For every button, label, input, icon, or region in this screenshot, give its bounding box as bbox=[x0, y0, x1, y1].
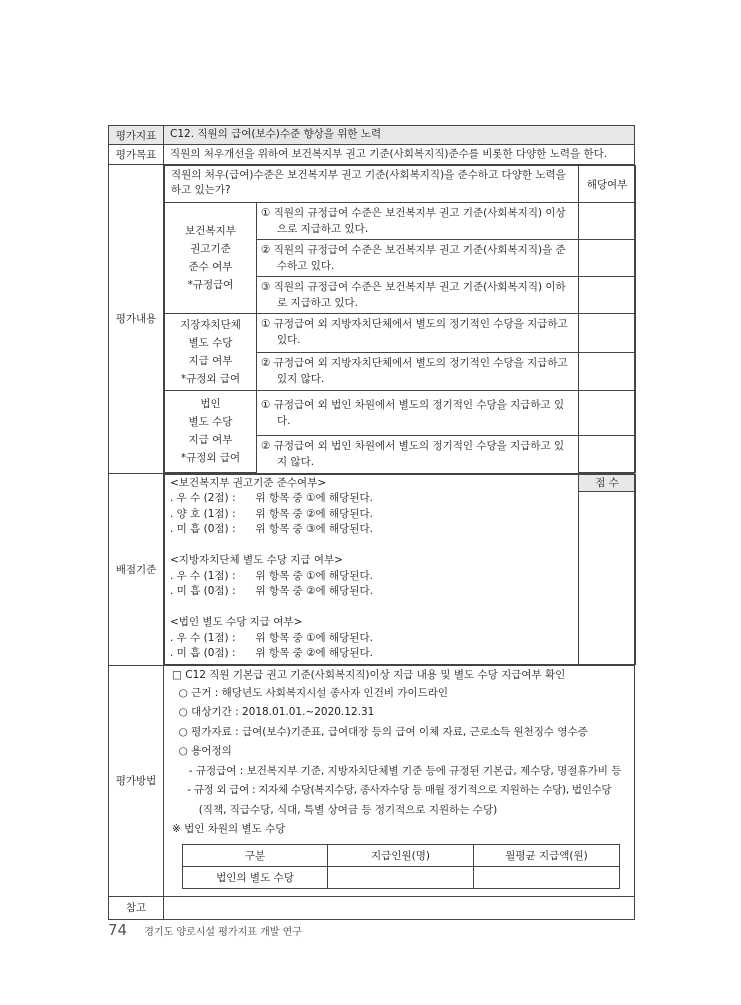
page-footer bbox=[108, 921, 302, 939]
score-header: 점 수 bbox=[579, 475, 635, 492]
group-2-option-2 bbox=[257, 352, 579, 391]
group-2-option-2-check[interactable] bbox=[579, 352, 636, 391]
group-1-option-3-check[interactable] bbox=[579, 277, 636, 314]
option-text: ③ 직원의 규정급여 수준은 보건복지부 권고 기준(사회복지직) 이하로 지급하고 있다. bbox=[261, 281, 566, 309]
criteria-spacer bbox=[170, 538, 573, 554]
group-2-category-line: 지장자치단체 bbox=[180, 319, 241, 331]
allowance-header-count: 지급인원(명) bbox=[328, 844, 474, 866]
method-line: ○ 대상기간 : 2018.01.01.~2020.12.31 bbox=[172, 706, 375, 718]
criteria-body bbox=[165, 474, 579, 664]
check-header: 해당여부 bbox=[579, 166, 636, 203]
note-value[interactable] bbox=[164, 896, 635, 919]
criteria-heading: <보건복지부 권고기준 준수여부> bbox=[170, 476, 327, 489]
option-text: ② 직원의 규정급여 수준은 보건복지부 권고 기준(사회복지직)을 준수하고 있다. bbox=[261, 244, 566, 272]
allowance-header-category: 구분 bbox=[183, 844, 328, 866]
criteria-line: . 우 수 (2점) : 위 항목 중 ①에 해당된다. bbox=[170, 492, 373, 504]
allowance-count-cell[interactable] bbox=[328, 866, 474, 888]
evaluation-sheet bbox=[108, 125, 634, 920]
group-2-category-line: 지급 여부 bbox=[188, 355, 233, 367]
note-label: 참고 bbox=[109, 896, 164, 919]
group-2-option-1-check[interactable] bbox=[579, 314, 636, 353]
footer-title: 경기도 양로시설 평가지표 개발 연구 bbox=[144, 927, 302, 938]
method-line: - 규정 외 급여 : 지자체 수당(복지수당, 종사자수당 등 매월 정기적으로 지원하는 수당), 법인수당 bbox=[172, 784, 612, 796]
method-line: (직책, 직급수당, 식대, 특별 상여금 등 정기적으로 지원하는 수당) bbox=[172, 803, 498, 816]
method-line: □ C12 직원 기본급 권고 기준(사회복지직)이상 지급 내용 및 별도 수당 지급여부 확인 bbox=[172, 668, 566, 681]
allowance-amount-cell[interactable] bbox=[474, 866, 620, 888]
option-text: ① 규정급여 외 법인 차원에서 별도의 정기적인 수당을 지급하고 있다. bbox=[261, 399, 565, 427]
group-3-option-2 bbox=[257, 436, 579, 473]
group-3-option-2-check[interactable] bbox=[579, 436, 636, 473]
indicator-value: C12. 직원의 급여(보수)수준 향상을 위한 노력 bbox=[164, 126, 635, 145]
criteria-heading: <지방자치단체 별도 수당 지급 여부> bbox=[170, 554, 343, 566]
score-input[interactable] bbox=[579, 492, 635, 662]
method-line: ○ 용어정의 bbox=[172, 745, 232, 757]
group-3-category-line: 법인 bbox=[200, 398, 221, 411]
criteria-spacer bbox=[170, 600, 573, 616]
group-1-category-line: 보건복지부 bbox=[185, 225, 236, 237]
indicator-label: 평가지표 bbox=[109, 126, 164, 145]
group-2-category bbox=[165, 314, 257, 391]
criteria-cell bbox=[164, 473, 635, 665]
evaluation-table bbox=[108, 125, 635, 920]
group-2-option-1 bbox=[257, 314, 579, 353]
group-1-category-line: *규정급여 bbox=[187, 279, 234, 291]
group-1-category bbox=[165, 203, 257, 314]
option-text: ② 규정급여 외 지방자치단체에서 별도의 정기적인 수당을 지급하고 있지 않다. bbox=[261, 356, 568, 385]
option-text: ② 규정급여 외 법인 차원에서 별도의 정기적인 수당을 지급하고 있지 않다. bbox=[261, 440, 565, 468]
group-1-category-line: 준수 여부 bbox=[188, 261, 233, 273]
group-3-option-1 bbox=[257, 391, 579, 436]
goal-label: 평가목표 bbox=[109, 145, 164, 165]
group-3-category bbox=[165, 391, 257, 473]
criteria-line: . 미 흡 (0점) : 위 항목 중 ②에 해당된다. bbox=[170, 647, 373, 659]
method-note: ※ 법인 차원의 별도 수당 bbox=[172, 823, 286, 835]
criteria-line: . 우 수 (1점) : 위 항목 중 ①에 해당된다. bbox=[170, 631, 373, 644]
criteria-inner-table bbox=[164, 474, 636, 665]
group-3-category-line: 별도 수당 bbox=[188, 416, 233, 429]
criteria-line: . 미 흡 (0점) : 위 항목 중 ②에 해당된다. bbox=[170, 585, 373, 597]
allowance-header-amount: 월평균 지급액(원) bbox=[474, 844, 620, 866]
goal-value: 직원의 처우개선을 위하여 보건복지부 권고 기준(사회복지직)준수를 비롯한 다양한 노력을 한다. bbox=[164, 145, 635, 165]
group-2-category-line: 별도 수당 bbox=[188, 337, 233, 349]
group-3-option-1-check[interactable] bbox=[579, 391, 636, 436]
content-inner-table bbox=[164, 165, 636, 473]
group-3-category-line: *규정외 급여 bbox=[180, 452, 241, 465]
allowance-table bbox=[182, 844, 620, 889]
criteria-line: . 양 호 (1점) : 위 항목 중 ②에 해당된다. bbox=[170, 507, 373, 520]
criteria-heading: <법인 별도 수당 지급 여부> bbox=[170, 616, 303, 628]
criteria-label: 배점기준 bbox=[109, 473, 164, 665]
content-cell bbox=[164, 165, 635, 474]
content-question: 직원의 처우(급여)수준은 보건복지부 권고 기준(사회복지직)을 준수하고 다양한 노력을 하고 있는가? bbox=[165, 166, 579, 203]
content-label: 평가내용 bbox=[109, 165, 164, 474]
option-text: ① 규정급여 외 지방자치단체에서 별도의 정기적인 수당을 지급하고 있다. bbox=[261, 318, 568, 346]
method-cell bbox=[164, 665, 635, 896]
score-column bbox=[579, 474, 636, 664]
group-3-category-line: 지급 여부 bbox=[188, 434, 233, 447]
group-1-option-1 bbox=[257, 203, 579, 240]
method-line: - 규정급여 : 보건복지부 기준, 지방자치단체별 기준 등에 규정된 기본급, 제수당, 명절휴가비 등 bbox=[172, 764, 622, 777]
option-text: ① 직원의 규정급여 수준은 보건복지부 권고 기준(사회복지직) 이상으로 지급하고 있다. bbox=[261, 207, 566, 235]
method-line: ○ 평가자료 : 급여(보수)기준표, 급여대장 등의 급여 이체 자료, 근로소득 원천징수 영수증 bbox=[172, 725, 588, 738]
allowance-row-label: 법인의 별도 수당 bbox=[183, 866, 328, 888]
criteria-line: . 우 수 (1점) : 위 항목 중 ①에 해당된다. bbox=[170, 569, 373, 582]
group-2-category-line: *규정외 급여 bbox=[180, 373, 241, 385]
group-1-category-line: 권고기준 bbox=[190, 243, 231, 255]
method-line: ○ 근거 : 해당년도 사회복지시설 종사자 인건비 가이드라인 bbox=[172, 686, 449, 699]
group-1-option-2-check[interactable] bbox=[579, 240, 636, 277]
group-1-option-3 bbox=[257, 277, 579, 314]
group-1-option-2 bbox=[257, 240, 579, 277]
method-label: 평가방법 bbox=[109, 665, 164, 896]
page-number: 74 bbox=[108, 921, 128, 939]
group-1-option-1-check[interactable] bbox=[579, 203, 636, 240]
criteria-line: . 미 흡 (0점) : 위 항목 중 ③에 해당된다. bbox=[170, 523, 373, 535]
